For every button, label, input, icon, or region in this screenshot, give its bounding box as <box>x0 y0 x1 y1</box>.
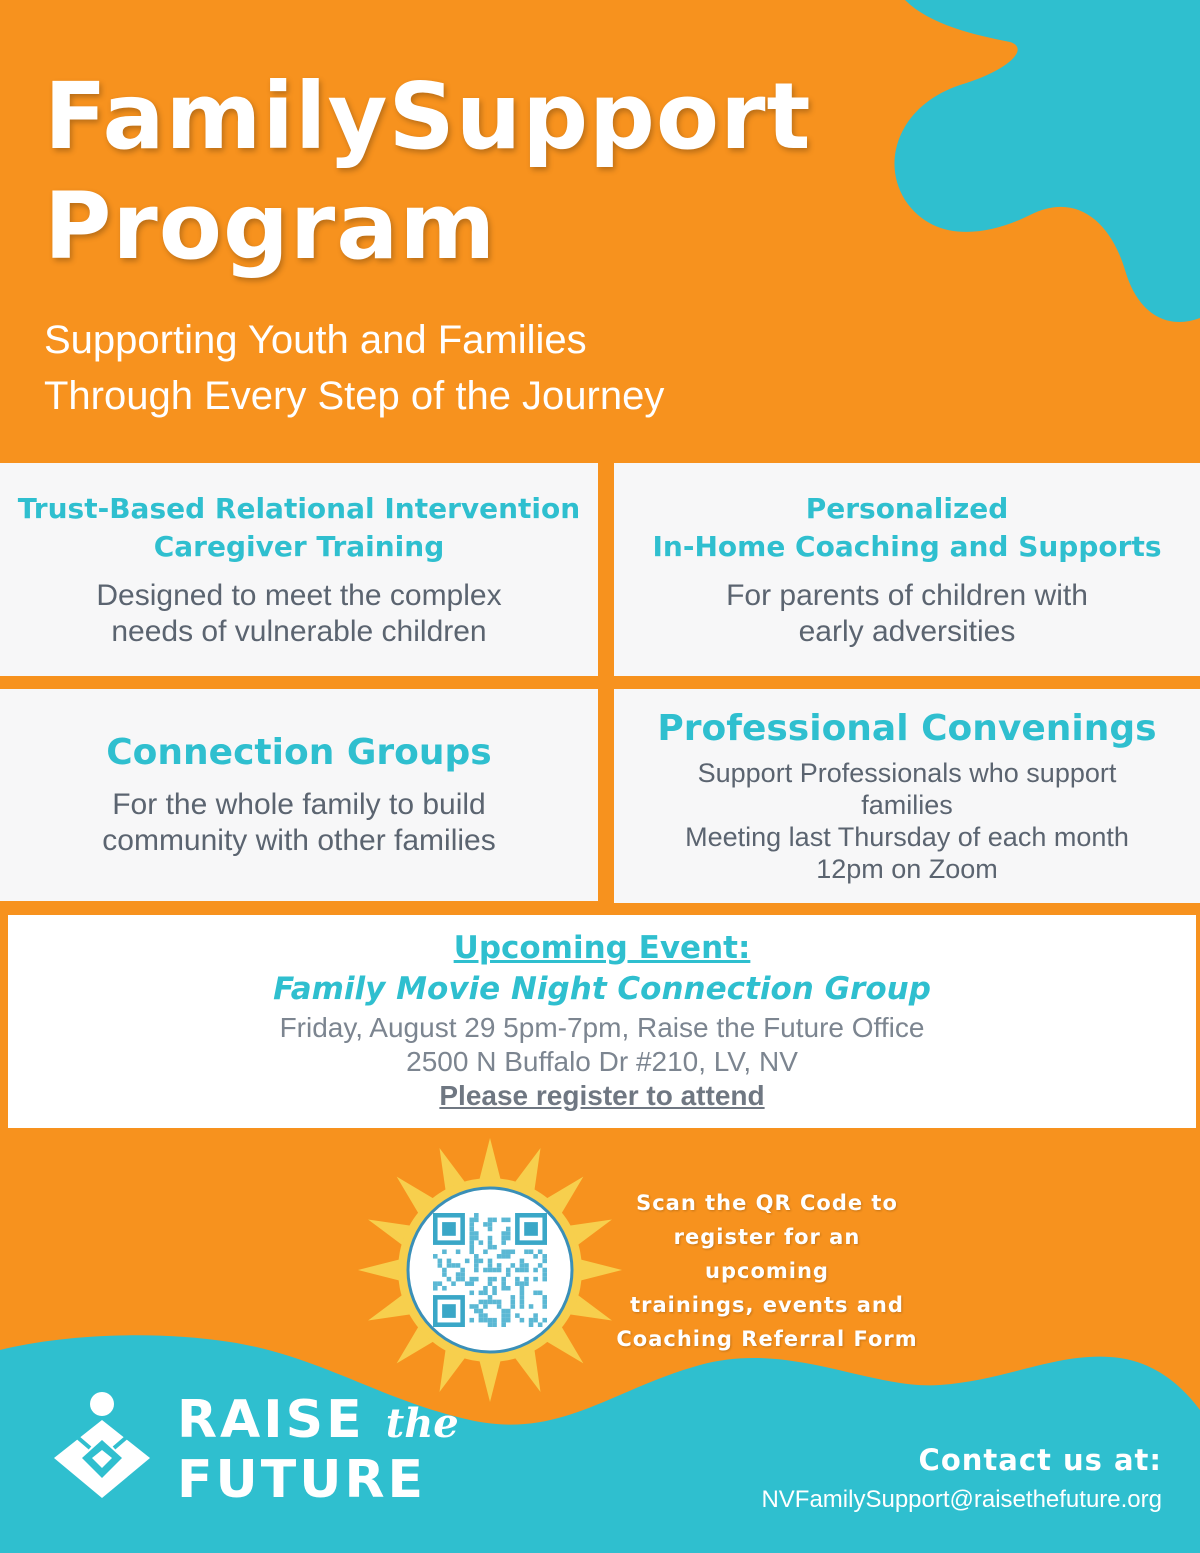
card-tbri-training <box>0 463 598 676</box>
event-date-time: Friday, August 29 5pm-7pm, Raise the Future Office <box>279 1012 925 1043</box>
card-in-home-coaching <box>614 463 1200 676</box>
upcoming-event-panel <box>8 915 1196 1128</box>
qr-text-line: trainings, events and <box>630 1293 904 1317</box>
sun-ray <box>479 1138 502 1183</box>
event-label: Upcoming Event: <box>453 930 751 966</box>
card-title-line: Personalized <box>805 491 1009 525</box>
contact-label: Contact us at: <box>918 1443 1162 1477</box>
card-desc-line: needs of vulnerable children <box>111 614 487 648</box>
card-connection-groups <box>0 689 598 901</box>
card-title-line: Trust-Based Relational Intervention <box>17 491 581 525</box>
card-desc-line: early adversities <box>798 614 1016 648</box>
program-subtitle <box>44 312 664 424</box>
card-title: Professional Convenings <box>657 708 1157 749</box>
card-title <box>18 490 580 566</box>
title-line-2: Program <box>44 173 497 280</box>
qr-text-line: Scan the QR Code to <box>636 1191 898 1215</box>
card-desc-line: families <box>861 790 953 820</box>
title-line-1: FamilySupport <box>44 63 812 170</box>
qr-text-line: Coaching Referral Form <box>616 1327 918 1351</box>
card-desc-line: Support Professionals who support <box>697 758 1117 788</box>
event-name: Family Movie Night Connection Group <box>273 971 931 1007</box>
subtitle-line-2: Through Every Step of the Journey <box>44 374 665 418</box>
card-title-line: Caregiver Training <box>153 529 445 563</box>
card-description <box>685 757 1129 885</box>
sun-ray <box>358 1259 403 1282</box>
qr-text-line: register for an upcoming <box>673 1225 861 1283</box>
brand-wordmark <box>177 1392 459 1508</box>
card-desc-line: Meeting last Thursday of each month <box>685 822 1129 852</box>
card-desc-line: community with other families <box>102 824 496 857</box>
card-description <box>96 578 501 650</box>
card-professional-convenings <box>614 689 1200 903</box>
register-link[interactable]: Please register to attend <box>439 1080 765 1111</box>
card-title-line: In-Home Coaching and Supports <box>652 529 1162 563</box>
contact-block <box>761 1440 1162 1520</box>
raise-the-future-logo-icon <box>46 1388 158 1500</box>
card-desc-line: For parents of children with <box>726 578 1088 612</box>
event-address: 2500 N Buffalo Dr #210, LV, NV <box>406 1046 798 1077</box>
card-desc-line: For the whole family to build <box>112 788 486 821</box>
card-title: Connection Groups <box>106 732 492 773</box>
subtitle-line-1: Supporting Youth and Families <box>44 318 587 362</box>
program-title <box>44 62 811 282</box>
card-title <box>653 490 1162 566</box>
card-desc-line: 12pm on Zoom <box>816 854 998 884</box>
card-description <box>102 787 495 859</box>
brand-word-raise: RAISE <box>177 1390 365 1450</box>
card-desc-line: Designed to meet the complex <box>96 578 502 612</box>
card-description <box>726 578 1088 650</box>
brand-word-future: FUTURE <box>177 1450 427 1510</box>
brand-word-the: the <box>385 1400 459 1447</box>
contact-email-link[interactable]: NVFamilySupport@raisethefuture.org <box>761 1486 1162 1513</box>
